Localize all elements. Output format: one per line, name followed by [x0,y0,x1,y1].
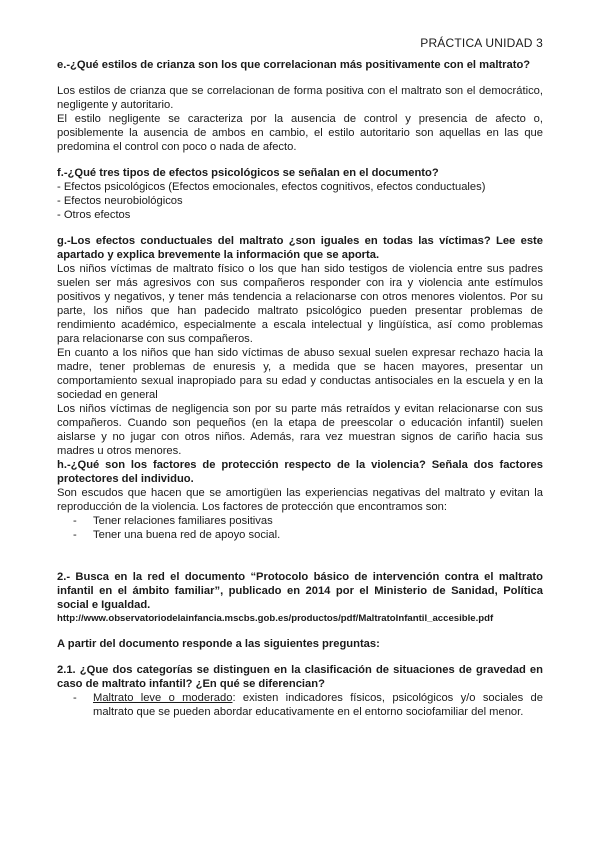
question-f: f.-¿Qué tres tipos de efectos psicológicos se señalan en el documento? [57,167,439,179]
answer-f-item-2: - Efectos neurobiológicos [57,195,183,207]
protection-factors-list [57,514,543,542]
list-item: - Tener relaciones familiares positivas [57,514,543,528]
answer-e-paragraph-2: El estilo negligente se caracteriza por la ausencia de control y presencia de afecto o, posiblemente la ausencia de ambos en cambio, el estilo autoritario son aquellas en las que predomina el control con poco o nada de afecto. [57,113,543,153]
answer-f-item-3: - Otros efectos [57,209,131,221]
question-2: 2.- Busca en la red el documento “Protocolo básico de intervención contra el maltrato infantil en el ámbito familiar”, publicado en 2014 por el Ministerio de Sanidad, Política social e Igualdad. [57,571,543,611]
answer-g-paragraph-1: Los niños víctimas de maltrato físico o los que han sido testigos de violencia entre sus padres suelen ser más agresivos con sus compañeros responder con ira y violencia ante estímulos positivos y negativos, y tener más tendencia a relacionarse con otros menores violentos. Por su parte, los niños que han padecido maltrato psicológico pueden presentar problemas de rendimiento académico, especialmente a escala intelectual y lingüística, así como problemas para relacionarse con sus compañeros. [57,263,543,345]
answer-g-paragraph-2: En cuanto a los niños que han sido víctimas de abuso sexual suelen expresar rechazo hacia la madre, tener problemas de enuresis y, a medida que se hacen mayores, presentar un comportamiento sexual inapropiado para su edad y conductas antisociales en la escuela y en la sociedad en general [57,347,543,401]
category-description: : existen indicadores físicos, psicológicos y/o sociales de maltrato que se pueden abordar educativamente en el entorno sociofamiliar del menor. [93,692,543,718]
answer-f-item-1: - Efectos psicológicos (Efectos emocionales, efectos cognitivos, efectos conductuales) [57,181,486,193]
page-header-title: PRÁCTICA UNIDAD 3 [420,36,543,50]
question-2-1: 2.1. ¿Que dos categorías se distinguen en la clasificación de situaciones de gravedad en caso de maltrato infantil? ¿En qué se diferencian? [57,664,543,690]
document-url-link[interactable]: http://www.observatoriodelainfancia.mscbs.gob.es/productos/pdf/MaltratoInfantil_accesible.pdf [57,613,494,624]
answer-g-paragraph-3: Los niños víctimas de negligencia son por su parte más retraídos y evitan relacionarse con sus compañeros. Cuando son pequeños (en la etapa de preescolar o educación infantil) suelen aislarse y no jugar con otros niños. Además, rara vez muestran signos de cariño hacia sus madres u otros menores. [57,403,543,457]
category-label: Maltrato leve o moderado [93,692,233,704]
severity-categories-list [57,691,543,719]
question-g: g.-Los efectos conductuales del maltrato ¿son iguales en todas las víctimas? Lee este apartado y explica brevemente la información que se aporta. [57,235,543,261]
document-body [57,58,543,719]
question-2-intro: A partir del documento responde a las siguientes preguntas: [57,638,380,650]
list-item [57,691,543,719]
question-e: e.-¿Qué estilos de crianza son los que correlacionan más positivamente con el maltrato? [57,59,531,71]
list-item: - Tener una buena red de apoyo social. [57,528,543,542]
answer-e-paragraph-1: Los estilos de crianza que se correlacionan de forma positiva con el maltrato son el democrático, negligente y autoritario. [57,85,543,111]
question-h: h.-¿Qué son los factores de protección respecto de la violencia? Señala dos factores protectores del individuo. [57,459,543,485]
answer-h-paragraph-1: Son escudos que hacen que se amortigüen las experiencias negativas del maltrato y evitan la reproducción de la violencia. Los factores de protección que encontramos son: [57,487,543,513]
